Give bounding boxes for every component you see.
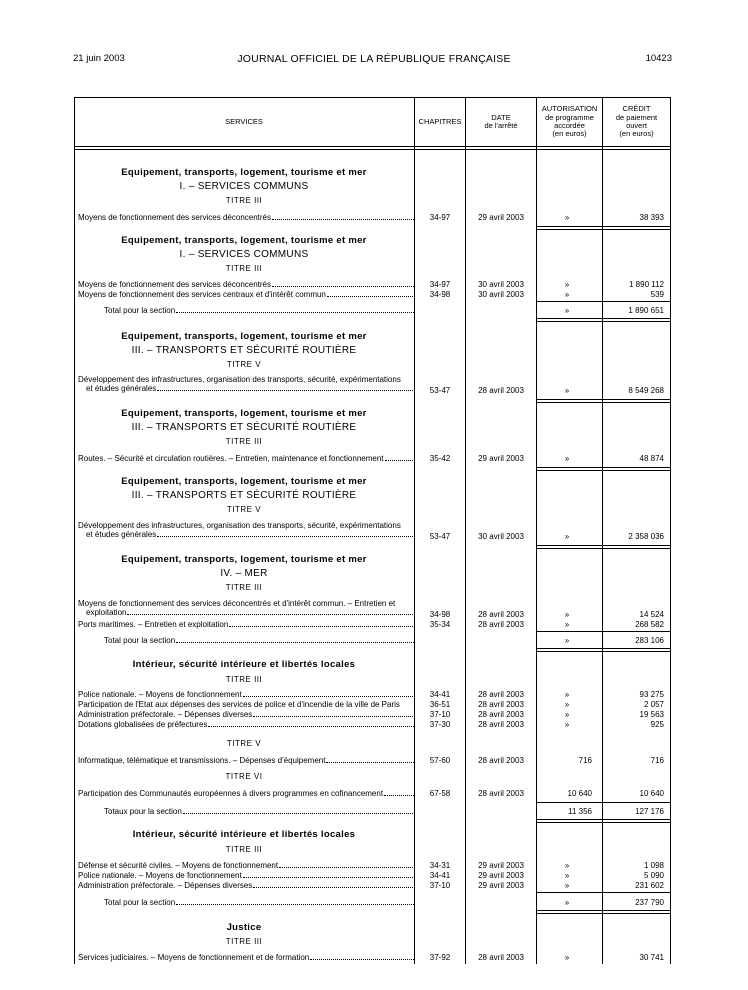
amount-rule [536, 802, 670, 803]
autorisation-cell: » [564, 871, 570, 880]
ministry-heading: Intérieur, sécurité intérieure et libertés locales [132, 659, 356, 670]
chapitre-cell: 34-98 [429, 290, 451, 299]
ministry-heading: Justice [226, 922, 262, 933]
amount-rule [536, 470, 670, 471]
credit-cell: 93 275 [639, 690, 664, 699]
credit-cell: 5 090 [643, 871, 664, 880]
autorisation-cell: » [564, 290, 570, 299]
header-rule [74, 149, 671, 150]
amount-rule [536, 822, 670, 823]
titre-heading: TITRE V [226, 360, 262, 369]
service-label-continued: et études générales [86, 384, 157, 393]
service-label: Moyens de fonctionnement des services déconcentrés et d'intérêt commun. – Entretien et [78, 599, 396, 608]
amount-rule [536, 402, 670, 403]
section-heading: III. – TRANSPORTS ET SÉCURITÉ ROUTIÈRE [131, 345, 357, 356]
titre-heading: TITRE III [225, 845, 263, 854]
column-rule [536, 98, 537, 964]
service-label: Administration préfectorale. – Dépenses diverses [78, 710, 253, 719]
total-autorisation: 11 356 [568, 807, 592, 816]
service-label: Routes. – Sécurité et circulation routières. – Entretien, maintenance et fonctionnement [78, 454, 384, 463]
chapitre-cell: 34-41 [429, 690, 451, 699]
credit-cell: 1 098 [643, 861, 664, 870]
service-label: Dotations globalisées de préfectures [78, 720, 208, 729]
credit-cell: 14 524 [639, 610, 664, 619]
section-heading: III. – TRANSPORTS ET SÉCURITÉ ROUTIÈRE [131, 422, 357, 433]
autorisation-cell: » [564, 690, 570, 699]
column-rule [465, 98, 466, 964]
credit-cell: 2 057 [643, 700, 664, 709]
service-label-continued: exploitation [86, 608, 127, 617]
chapitre-cell: 37-10 [429, 881, 451, 890]
credit-cell: 716 [650, 756, 664, 765]
date-cell: 29 avril 2003 [478, 861, 524, 870]
amount-rule [536, 321, 670, 322]
date-cell: 28 avril 2003 [478, 690, 524, 699]
chapitre-cell: 34-97 [429, 280, 451, 289]
autorisation-cell: » [564, 700, 570, 709]
chapitre-cell: 35-34 [429, 620, 451, 629]
titre-heading: TITRE III [225, 196, 263, 205]
service-label: Moyens de fonctionnement des services centraux et d'intérêt commun [78, 290, 326, 299]
chapitre-cell: 37-30 [429, 720, 451, 729]
column-rule [414, 98, 415, 964]
date-cell: 29 avril 2003 [478, 871, 524, 880]
amount-rule [536, 648, 670, 649]
titre-heading: TITRE III [225, 675, 263, 684]
total-autorisation: » [564, 636, 570, 645]
chapitre-cell: 53-47 [429, 386, 451, 395]
service-label: Participation des Communautés européennes à divers programmes en cofinancement [78, 789, 384, 798]
amount-rule [536, 399, 670, 400]
col-header-date: DATE de l'arrêté [484, 112, 518, 130]
date-cell: 28 avril 2003 [478, 610, 524, 619]
section-heading: I. – SERVICES COMMUNS [179, 181, 309, 192]
amount-rule [536, 467, 670, 468]
date-cell: 29 avril 2003 [478, 454, 524, 463]
service-label-continued: et études générales [86, 530, 157, 539]
date-cell: 28 avril 2003 [478, 756, 524, 765]
chapitre-cell: 37-10 [429, 710, 451, 719]
ministry-heading: Equipement, transports, logement, tourisme et mer [121, 235, 367, 246]
amount-rule [536, 651, 670, 652]
date-cell: 30 avril 2003 [478, 280, 524, 289]
amount-rule [536, 545, 670, 546]
page-date: 21 juin 2003 [73, 53, 125, 64]
service-label: Moyens de fonctionnement des services déconcentrés [78, 213, 271, 222]
section-heading: IV. – MER [220, 568, 268, 579]
autorisation-cell: » [564, 610, 570, 619]
page-number: 10423 [645, 53, 672, 64]
amount-rule [536, 892, 670, 893]
amount-rule [536, 631, 670, 632]
total-autorisation: » [564, 306, 570, 315]
credit-cell: 539 [650, 290, 664, 299]
titre-heading: TITRE III [225, 437, 263, 446]
chapitre-cell: 34-98 [429, 610, 451, 619]
service-label: Administration préfectorale. – Dépenses diverses [78, 881, 253, 890]
credit-cell: 10 640 [639, 789, 664, 798]
total-credit: 1 890 651 [628, 306, 664, 315]
total-credit: 127 176 [635, 807, 664, 816]
ministry-heading: Equipement, transports, logement, tourisme et mer [121, 476, 367, 487]
total-credit: 283 106 [635, 636, 664, 645]
section-heading: III. – TRANSPORTS ET SÉCURITÉ ROUTIÈRE [131, 490, 357, 501]
date-cell: 28 avril 2003 [478, 710, 524, 719]
titre-heading: TITRE V [226, 505, 262, 514]
column-rule [602, 98, 603, 964]
credit-cell: 8 549 268 [628, 386, 664, 395]
autorisation-cell: » [564, 953, 570, 962]
col-header-chapitres: CHAPITRES [418, 116, 462, 126]
amount-rule [536, 301, 670, 302]
service-label: Police nationale. – Moyens de fonctionnement [78, 871, 242, 880]
total-label: Total pour la section [104, 898, 176, 907]
amount-rule [536, 229, 670, 230]
chapitre-cell: 67-58 [429, 789, 451, 798]
service-label: Police nationale. – Moyens de fonctionnement [78, 690, 242, 699]
service-label: Informatique, télématique et transmissions. – Dépenses d'équipement [78, 756, 326, 765]
date-cell: 29 avril 2003 [478, 213, 524, 222]
autorisation-cell: » [564, 620, 570, 629]
service-label: Ports maritimes. – Entretien et exploitation [78, 620, 229, 629]
date-cell: 28 avril 2003 [478, 620, 524, 629]
credit-cell: 48 874 [639, 454, 664, 463]
total-label: Total pour la section [104, 306, 176, 315]
credit-cell: 2 358 036 [628, 532, 664, 541]
total-label: Total pour la section [104, 636, 176, 645]
chapitre-cell: 34-41 [429, 871, 451, 880]
credit-cell: 19 563 [639, 710, 664, 719]
ministry-heading: Intérieur, sécurité intérieure et libertés locales [132, 829, 356, 840]
credit-cell: 925 [650, 720, 664, 729]
autorisation-cell: » [564, 213, 570, 222]
credit-cell: 38 393 [639, 213, 664, 222]
autorisation-cell: » [564, 280, 570, 289]
service-label: Défense et sécurité civiles. – Moyens de fonctionnement [78, 861, 279, 870]
date-cell: 28 avril 2003 [478, 720, 524, 729]
credit-cell: 30 741 [639, 953, 664, 962]
total-label: Totaux pour la section [104, 807, 182, 816]
date-cell: 30 avril 2003 [478, 532, 524, 541]
chapitre-cell: 37-92 [429, 953, 451, 962]
titre-heading: TITRE VI [225, 772, 263, 781]
titre-heading: TITRE III [225, 264, 263, 273]
credit-cell: 1 890 112 [629, 280, 664, 289]
autorisation-cell: 716 [578, 756, 592, 765]
ministry-heading: Equipement, transports, logement, tourisme et mer [121, 167, 367, 178]
autorisation-cell: » [564, 454, 570, 463]
autorisation-cell: » [564, 861, 570, 870]
date-cell: 29 avril 2003 [478, 881, 524, 890]
ministry-heading: Equipement, transports, logement, tourisme et mer [121, 554, 367, 565]
date-cell: 28 avril 2003 [478, 953, 524, 962]
ministry-heading: Equipement, transports, logement, tourisme et mer [121, 331, 367, 342]
date-cell: 28 avril 2003 [478, 789, 524, 798]
service-label: Moyens de fonctionnement des services déconcentrés [78, 280, 271, 289]
chapitre-cell: 34-31 [429, 861, 451, 870]
credit-cell: 231 602 [635, 881, 664, 890]
chapitre-cell: 53-47 [429, 532, 451, 541]
amount-rule [536, 913, 670, 914]
section-heading: I. – SERVICES COMMUNS [179, 249, 309, 260]
service-label: Développement des infrastructures, organisation des transports, sécurité, expérimentations [78, 375, 401, 384]
chapitre-cell: 57-60 [429, 756, 451, 765]
amount-rule [536, 819, 670, 820]
amount-rule [536, 548, 670, 549]
total-autorisation: » [564, 898, 570, 907]
date-cell: 28 avril 2003 [478, 386, 524, 395]
amount-rule [536, 226, 670, 227]
col-header-credit: CRÉDIT de paiement ouvert (en euros) [615, 104, 658, 139]
table-border-right [670, 98, 671, 964]
autorisation-cell: » [564, 881, 570, 890]
journal-title: JOURNAL OFFICIEL DE LA RÉPUBLIQUE FRANÇAISE [237, 53, 511, 65]
total-credit: 237 790 [635, 898, 664, 907]
credit-cell: 268 582 [635, 620, 664, 629]
autorisation-cell: » [564, 386, 570, 395]
chapitre-cell: 34-97 [429, 213, 451, 222]
titre-heading: TITRE III [225, 937, 263, 946]
autorisation-cell: » [564, 720, 570, 729]
header-rule [74, 146, 671, 147]
titre-heading: TITRE III [225, 583, 263, 592]
chapitre-cell: 36-51 [429, 700, 451, 709]
titre-heading: TITRE V [226, 739, 262, 748]
chapitre-cell: 35-42 [429, 454, 451, 463]
autorisation-cell: » [564, 532, 570, 541]
autorisation-cell: » [564, 710, 570, 719]
amount-rule [536, 318, 670, 319]
autorisation-cell: 10 640 [567, 789, 592, 798]
ministry-heading: Equipement, transports, logement, tourisme et mer [121, 408, 367, 419]
col-header-services: SERVICES [225, 116, 263, 126]
service-label: Services judiciaires. – Moyens de fonctionnement et de formation [78, 953, 310, 962]
service-label: Développement des infrastructures, organisation des transports, sécurité, expérimentations [78, 521, 401, 530]
date-cell: 28 avril 2003 [478, 700, 524, 709]
amount-rule [536, 910, 670, 911]
decrees-table [74, 97, 671, 964]
service-label: Participation de l'Etat aux dépenses des services de police et d'incendie de la ville de Paris [78, 700, 400, 709]
col-header-autorisation: AUTORISATION de programme accordée (en euros) [541, 104, 598, 139]
date-cell: 30 avril 2003 [478, 290, 524, 299]
